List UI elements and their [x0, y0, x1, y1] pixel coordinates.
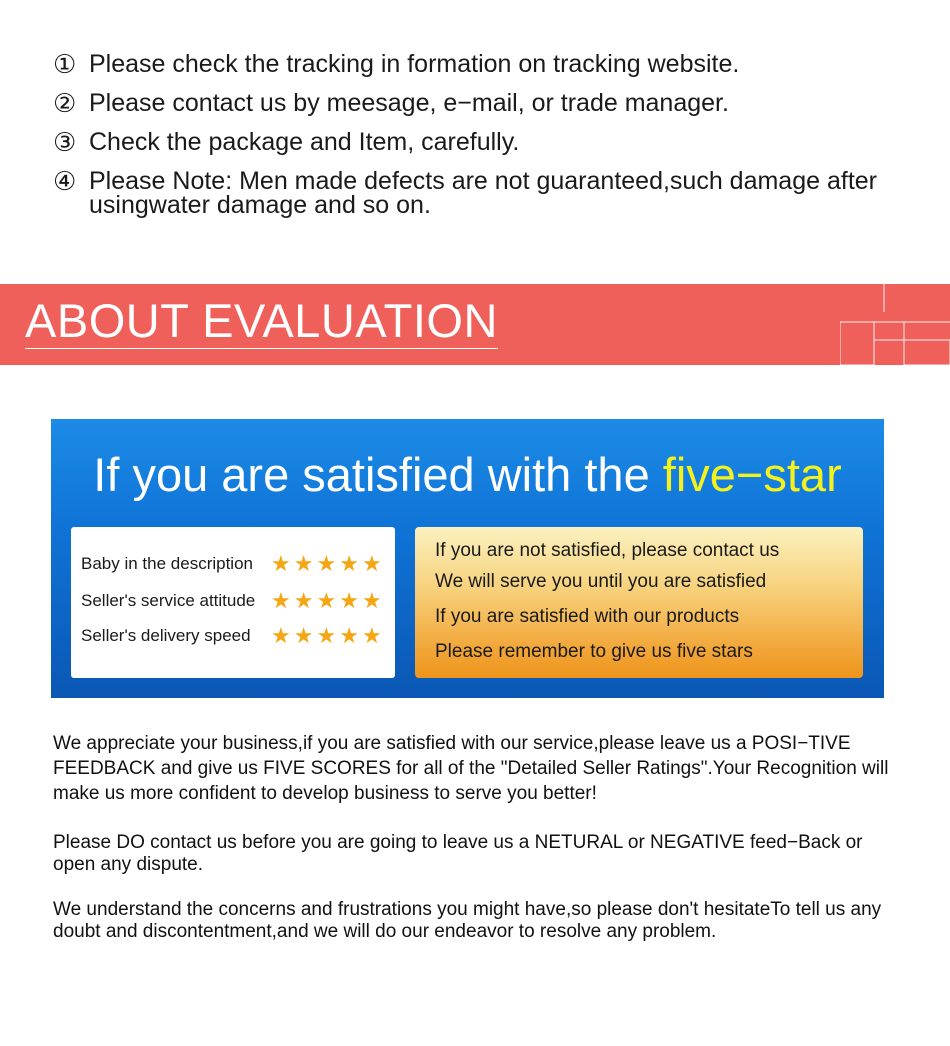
instruction-item — [53, 127, 913, 157]
star-rating — [271, 553, 382, 575]
step-text: Please check the tracking in formation on tracking website. — [89, 50, 740, 78]
understanding-paragraph: We understand the concerns and frustrations you might have,so please don't hesitateTo tell us any doubt and discontentment,and we will do our endeavor to resolve any problem. — [53, 899, 882, 942]
section-banner — [0, 284, 950, 365]
step-text: Please contact us by meesage, e−mail, or trade manager. — [89, 89, 729, 117]
rating-label: Seller's delivery speed — [81, 626, 251, 645]
note-line: Please remember to give us five stars — [435, 641, 753, 662]
instruction-item — [53, 49, 913, 79]
star-icon: ★ — [271, 551, 291, 576]
headline-highlight: five−star — [662, 448, 842, 501]
step-number: ② — [53, 88, 77, 118]
star-icon: ★ — [339, 623, 359, 648]
step-number: ① — [53, 49, 77, 79]
star-icon: ★ — [293, 551, 314, 576]
rating-row — [81, 625, 382, 647]
star-icon: ★ — [271, 623, 291, 648]
star-icon: ★ — [361, 623, 382, 648]
note-line: If you are not satisfied, please contact us — [435, 540, 780, 561]
satisfaction-note — [415, 527, 863, 678]
step-text: Please Note: Men made defects are not guaranteed,such damage after usingwater damage and so on. — [89, 167, 877, 219]
instruction-list — [53, 49, 913, 231]
star-rating — [271, 590, 382, 612]
feedback-request-paragraph: We appreciate your business,if you are satisfied with our service,please leave us a POSI−TIVE FEEDBACK and give us FIVE SCORES for all of the "Detailed Seller Ratings".Your Recognition will make us more confident to develop business to serve you better! — [53, 733, 889, 804]
contact-before-paragraph: Please DO contact us before you are going to leave us a NETURAL or NEGATIVE feed−Back or open any dispute. — [53, 832, 863, 875]
star-icon: ★ — [316, 551, 337, 576]
section-title: ABOUT EVALUATION — [25, 294, 498, 347]
grid-decoration-icon — [840, 284, 950, 365]
evaluation-panel — [51, 419, 884, 698]
star-icon: ★ — [361, 551, 382, 576]
star-icon: ★ — [293, 623, 314, 648]
star-rating — [271, 625, 382, 647]
star-icon: ★ — [316, 588, 337, 613]
rating-label: Baby in the description — [81, 554, 253, 573]
step-number: ③ — [53, 127, 77, 157]
note-line: We will serve you until you are satisfied — [435, 571, 767, 592]
star-icon: ★ — [293, 588, 314, 613]
rating-label: Seller's service attitude — [81, 591, 256, 610]
panel-headline — [51, 449, 884, 501]
instruction-item — [53, 88, 913, 118]
star-icon: ★ — [271, 588, 291, 613]
star-icon: ★ — [339, 588, 359, 613]
rating-row — [81, 553, 382, 575]
step-text: Check the package and Item, carefully. — [89, 128, 520, 156]
star-icon: ★ — [339, 551, 359, 576]
ratings-card — [71, 527, 395, 678]
note-line: If you are satisfied with our products — [435, 606, 740, 627]
rating-row — [81, 590, 382, 612]
headline-text: If you are satisfied with the — [93, 448, 663, 501]
star-icon: ★ — [361, 588, 382, 613]
step-number: ④ — [53, 166, 77, 196]
star-icon: ★ — [316, 623, 337, 648]
instruction-item — [53, 166, 913, 219]
